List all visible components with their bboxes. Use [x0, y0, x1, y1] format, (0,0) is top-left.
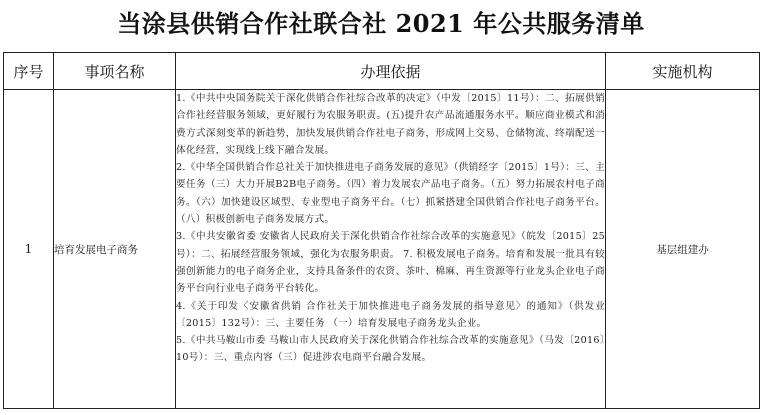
document-title: 当涂县供销合作社联合社 2021 年公共服务清单 — [117, 9, 645, 38]
table-row — [4, 90, 760, 409]
header-serial-number: 序号 — [4, 53, 54, 90]
row-implementing-agency: 基层组建办 — [606, 90, 760, 409]
header-implementing-agency: 实施机构 — [606, 53, 760, 90]
table-header-row — [4, 53, 760, 90]
basis-item-2: 2.《中华全国供销合作总社关于加快推进电子商务发展的意见》（供销经字〔2015〕1号）：三、主要任务（三）大力开展B2B电子商务。（四）着力发展农产品电子商务。（五）努力拓展农村电子商务。（六）加快建设区域型、专业型电子商务平台。（七）抓紧搭建全国供销合作社电子商务平台。（八）积极创新电子商务发展方式。 — [176, 162, 605, 226]
row-serial-number: 1 — [4, 90, 54, 409]
basis-item-3: 3.《中共安徽省委 安徽省人民政府关于深化供销合作社综合改革的实施意见》（皖发〔2015〕25号）：二、拓展经营服务领域，强化为农服务职责。 7. 积极发展电子商务。培育和发展一批具有较强创新能力的电子商务企业，支持具备条件的农资、茶叶、棉麻、再生资源等行业龙头企业电子商务平台向行业电子商务平台转化。 — [176, 231, 605, 295]
row-item-name: 培育发展电子商务 — [54, 90, 176, 409]
basis-item-1: 1.《中共中央国务院关于深化供销合作社综合改革的决定》（中发〔2015〕11号）：二、拓展供销合作社经营服务领域，更好履行为农服务职责。(五)提升农产品流通服务水平。顺应商业模式和消费方式深刻变革的新趋势，加快发展供销合作社电子商务，形成网上交易、仓储物流、终端配送一体化经营，实现线上线下融合发展。 — [176, 93, 605, 156]
basis-item-4: 4.《关于印发〈安徽省供销 合作社关于加快推进电子商务发展的指导意见〉的通知》（供发业〔2015〕132号）：三、主要任务 （一）培育发展电子商务龙头企业。 — [176, 300, 605, 329]
service-list-table — [3, 52, 760, 409]
header-legal-basis: 办理依据 — [176, 53, 606, 90]
basis-item-5: 5.《中共马鞍山市委 马鞍山市人民政府关于深化供销合作社综合改革的实施意见》（马发〔2016〕10号）：三、重点内容（三）促进涉农电商平台融合发展。 — [176, 335, 605, 364]
row-legal-basis — [176, 90, 606, 409]
header-item-name: 事项名称 — [54, 53, 176, 90]
